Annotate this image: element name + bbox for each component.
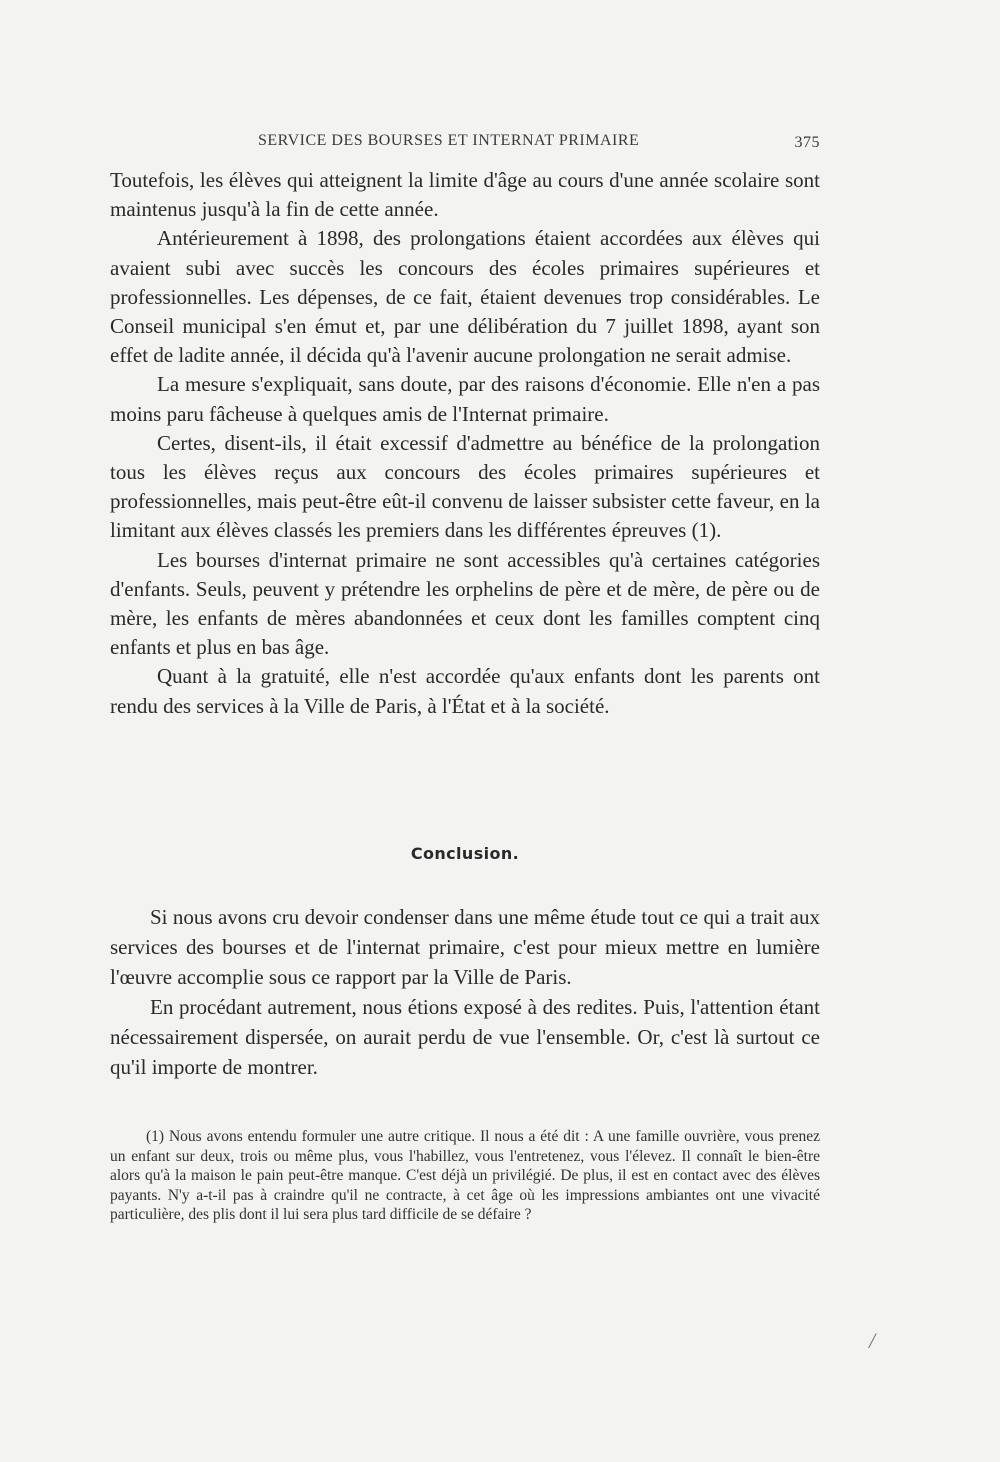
conclusion-text (110, 902, 820, 1082)
body-text (110, 166, 820, 721)
page-number: 375 (794, 134, 820, 151)
paragraph: Quant à la gratuité, elle n'est accordée qu'aux enfants dont les parents ont rendu des services à la Ville de Paris, à l'État et à la société. (110, 664, 820, 718)
paragraph: Si nous avons cru devoir condenser dans une même étude tout ce qui a trait aux services des bourses et de l'internat primaire, c'est pour mieux mettre en lumière l'œuvre accomplie sous ce rapport par la Ville de Paris. (110, 905, 820, 989)
paragraph: Toutefois, les élèves qui atteignent la limite d'âge au cours d'une année scolaire sont maintenus jusqu'à la fin de cette année. (110, 168, 820, 222)
section-heading: Conclusion. (410, 844, 520, 863)
ink-mark: / (869, 1328, 876, 1353)
paragraph: En procédant autrement, nous étions exposé à des redites. Puis, l'attention étant nécessairement dispersée, on aurait perdu de vue l'ensemble. Or, c'est là surtout ce qu'il importe de montrer. (110, 995, 820, 1079)
paragraph: Les bourses d'internat primaire ne sont accessibles qu'à certaines catégories d'enfants. Seuls, peuvent y prétendre les orphelins de père et de mère, de père ou de mère, les enfants de mères abandonnées et ceux dont les familles comptent cinq enfants et plus en bas âge. (110, 547, 820, 660)
running-head (110, 132, 820, 156)
paragraph: La mesure s'expliquait, sans doute, par des raisons d'économie. Elle n'en a pas moins paru fâcheuse à quelques amis de l'Internat primaire. (110, 372, 820, 426)
paragraph: Antérieurement à 1898, des prolongations étaient accordées aux élèves qui avaient subi avec succès les concours des écoles primaires supérieures et professionnelles. Les dépenses, de ce fait, étaient devenues trop considérables. Le Conseil municipal s'en émut et, par une délibération du 7 juillet 1898, ayant son effet de ladite année, il décida qu'à l'avenir aucune prolongation ne serait admise. (110, 226, 820, 368)
footnote: (1) Nous avons entendu formuler une autre critique. Il nous a été dit : A une famille ouvrière, vous prenez un enfant sur deux, trois ou même plus, vous l'habillez, vous l'entretenez, vous l'élevez. Il connaît le bien-être alors qu'à la maison le pain peut-être manque. C'est déjà un privilégié. De plus, il est en contact avec des élèves payants. N'y a-t-il pas à craindre qu'il ne contracte, à cet âge où les impressions ambiantes ont une vivacité particulière, des plis dont il lui sera plus tard difficile de se défaire ? (110, 1128, 820, 1223)
running-title: SERVICE DES BOURSES ET INTERNAT PRIMAIRE (258, 132, 640, 149)
paragraph: Certes, disent-ils, il était excessif d'admettre au bénéfice de la prolongation tous les élèves reçus aux concours des écoles primaires supérieures et professionnelles, mais peut-être eût-il convenu de laisser subsister cette faveur, en la limitant aux élèves classés les premiers dans les différentes épreuves (1). (110, 430, 820, 543)
